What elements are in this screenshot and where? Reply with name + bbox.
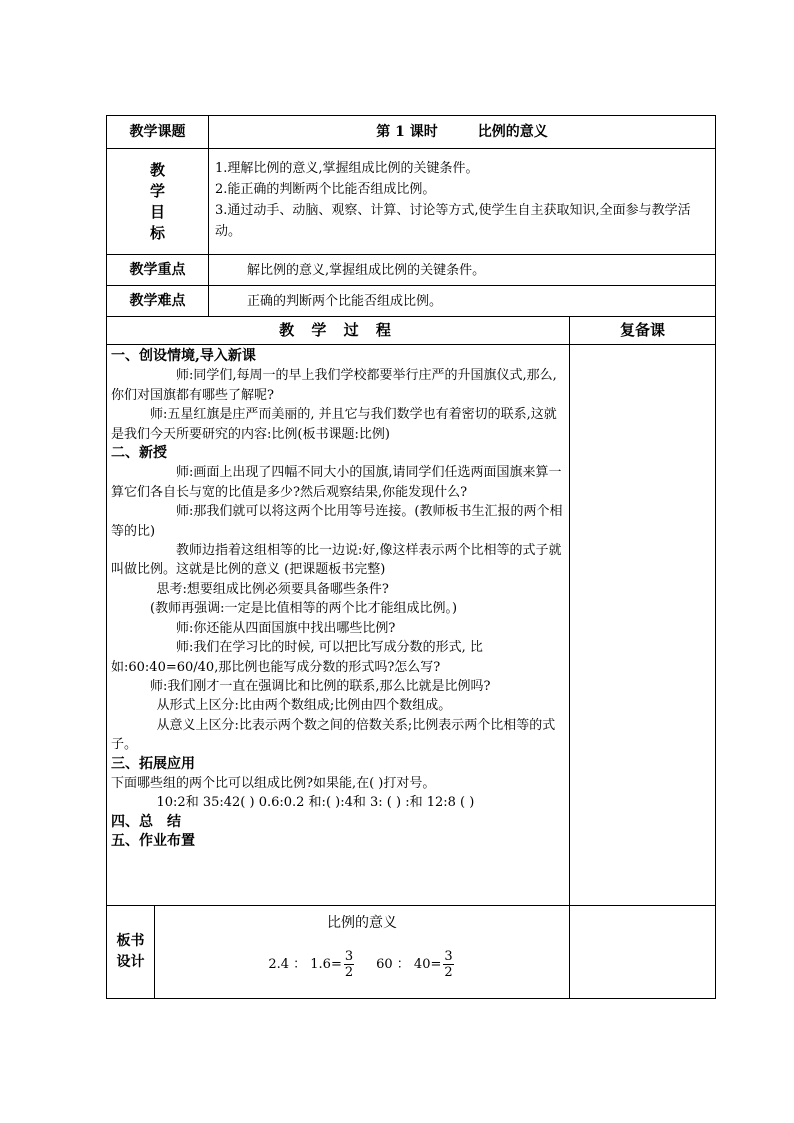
process-line: 从意义上区分:比表示两个数之间的倍数关系;比例表示两个比相等的式子。 bbox=[111, 717, 556, 753]
goal-item: 2.能正确的判断两个比能否组成比例。 bbox=[215, 182, 436, 197]
topic-title bbox=[209, 116, 716, 149]
board-review bbox=[570, 906, 716, 999]
process-line: 师:那我们就可以将这两个比用等号连接。(教师板书生汇报的两个相等的比) bbox=[111, 504, 563, 539]
process-line: 教师边指着这组相等的比一边说:好,像这样表示两个比相等的式子就叫做比例。这就是比例的意义 (把课题板书完整) bbox=[111, 543, 562, 578]
section-heading: 五、作业布置 bbox=[111, 833, 195, 850]
formula-2-left: 60 ： 40= bbox=[376, 957, 442, 972]
section-heading: 一、创设情境,导入新课 bbox=[111, 348, 256, 364]
board-label-line: 设计 bbox=[116, 954, 145, 970]
board-row bbox=[107, 906, 716, 999]
fraction-numerator: 3 bbox=[344, 949, 354, 964]
goal-item: 3.通过动手、动脑、观察、计算、讨论等方式,使学生自主获取知识,全面参与教学活动。 bbox=[215, 203, 691, 239]
formula-1-left: 2.4 ： 1.6= bbox=[268, 957, 342, 972]
difficulty-text: 正确的判断两个比能否组成比例。 bbox=[209, 286, 716, 317]
process-line: 师:画面上出现了四幅不同大小的国旗,请同学们任选两面国旗来算一算它们各自长与宽的比值是多少?然后观察结果,你能发现什么? bbox=[111, 465, 562, 500]
section-heading: 三、拓展应用 bbox=[111, 755, 195, 772]
section-heading: 二、新授 bbox=[111, 445, 167, 462]
goals-label bbox=[107, 149, 209, 255]
goals-row bbox=[107, 149, 716, 255]
goals-content bbox=[209, 149, 716, 255]
review-header: 复备课 bbox=[570, 317, 716, 345]
process-line: 师:你还能从四面国旗中找出哪些比例? bbox=[176, 620, 396, 636]
process-line: 师:我们在学习比的时候, 可以把比写成分数的形式, 比如:60:40=60/40,那比例也能写成分数的形式吗?怎么写? bbox=[111, 640, 483, 675]
key-point-text: 解比例的意义,掌握组成比例的关键条件。 bbox=[209, 255, 716, 286]
section-heading: 四、总 结 bbox=[111, 813, 181, 830]
fraction bbox=[443, 949, 453, 980]
lesson-plan-table bbox=[106, 115, 716, 999]
topic-label: 教学课题 bbox=[107, 116, 209, 149]
process-content bbox=[107, 345, 570, 906]
board-label bbox=[107, 906, 155, 999]
goals-label-char: 标 bbox=[149, 223, 165, 242]
process-line: (教师再强调:一定是比值相等的两个比才能组成比例。) bbox=[150, 601, 458, 617]
process-line: 10:2和 35:42( ) 0.6:0.2 和:( ):4和 3: ( ) :和 12:8 ( ) bbox=[156, 795, 475, 811]
process-line: 下面哪些组的两个比可以组成比例?如果能,在( )打对号。 bbox=[111, 775, 436, 791]
key-point-row bbox=[107, 255, 716, 286]
process-line: 思考:想要组成比例必须要具备哪些条件? bbox=[156, 581, 389, 597]
fraction-denominator: 2 bbox=[444, 965, 453, 980]
key-point-label: 教学重点 bbox=[107, 255, 209, 286]
board-content bbox=[155, 906, 570, 999]
fraction-denominator: 2 bbox=[344, 965, 354, 980]
process-line: 从形式上区分:比由两个数组成;比例由四个数组成。 bbox=[156, 698, 452, 714]
fraction bbox=[344, 949, 354, 980]
lesson-number: 第 1 课时 bbox=[376, 123, 438, 140]
fraction-numerator: 3 bbox=[444, 949, 453, 964]
process-line: 师:五星红旗是庄严而美丽的, 并且它与我们数学也有着密切的联系,这就是我们今天所要研究的内容:比例(板书课题:比例) bbox=[111, 407, 557, 442]
board-formulas bbox=[268, 949, 455, 980]
goal-item: 1.理解比例的意义,掌握组成比例的关键条件。 bbox=[215, 161, 479, 176]
review-content bbox=[570, 345, 716, 906]
board-label-line: 板书 bbox=[116, 933, 145, 949]
goals-label-char: 教 bbox=[149, 160, 165, 179]
process-line: 师:同学们,每周一的早上我们学校都要举行庄严的升国旗仪式,那么,你们对国旗都有哪些了解呢? bbox=[111, 368, 557, 403]
lesson-plan bbox=[106, 115, 715, 999]
process-row bbox=[107, 345, 716, 906]
topic-row bbox=[107, 116, 716, 149]
lesson-title: 比例的意义 bbox=[477, 123, 548, 140]
board-title: 比例的意义 bbox=[327, 915, 397, 931]
process-header: 教 学 过 程 bbox=[107, 317, 570, 345]
process-line: 师:我们刚才一直在强调比和比例的联系,那么比就是比例吗? bbox=[150, 678, 491, 694]
difficulty-label: 教学难点 bbox=[107, 286, 209, 317]
process-header-row bbox=[107, 317, 716, 345]
goals-label-char: 目 bbox=[149, 202, 165, 221]
goals-label-char: 学 bbox=[149, 181, 165, 200]
difficulty-row bbox=[107, 286, 716, 317]
